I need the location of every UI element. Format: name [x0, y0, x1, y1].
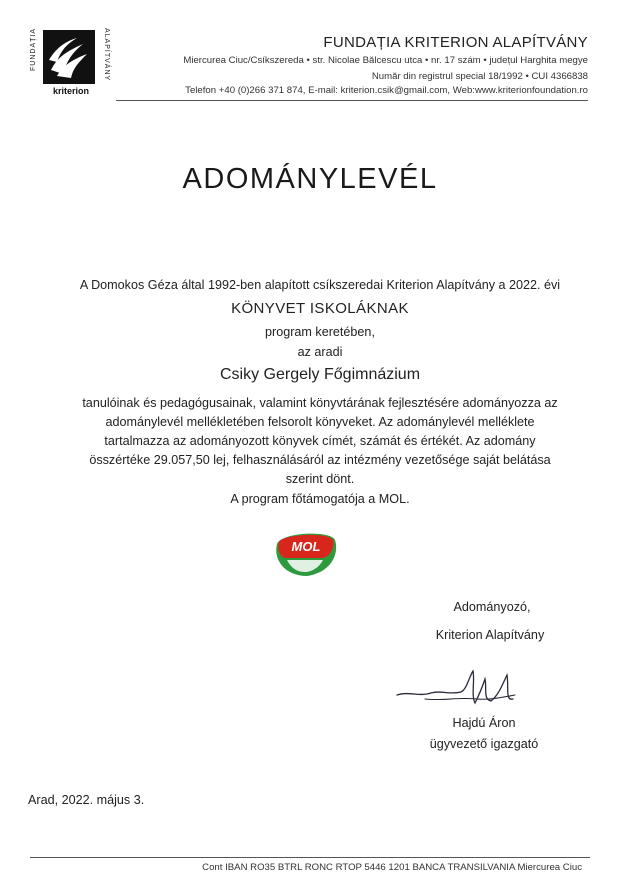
logo-wordmark: kriterion	[52, 86, 89, 96]
organization-contact: Telefon +40 (0)266 371 874, E-mail: kriterion.csik@gmail.com, Web:www.kriterionfoundation.ro	[185, 85, 588, 96]
organization-registry: Număr din registrul special 18/1992 • CUI 4366838	[371, 71, 588, 82]
handwritten-signature	[395, 665, 525, 713]
program-frame-text: program keretében,	[265, 325, 375, 339]
organization-name: FUNDAȚIA KRITERION ALAPÍTVÁNY	[323, 34, 588, 51]
recipient-lead-text: az aradi	[297, 345, 343, 359]
body-line: szerint dönt.	[285, 472, 355, 486]
donor-label: Adományozó,	[453, 600, 531, 614]
document-title: ADOMÁNYLEVÉL	[182, 163, 438, 195]
signer-name: Hajdú Áron	[452, 716, 516, 730]
footer-bank-account: Cont IBAN RO35 BTRL RONC RTOP 5446 1201 BANCA TRANSILVANIA Miercurea Ciuc	[202, 862, 582, 873]
logo-side-text-left: FUNDAȚIA	[30, 28, 37, 71]
organization-address: Miercurea Ciuc/Csíkszereda • str. Nicolae Bălcescu utca • nr. 17 szám • județul Harghita megye	[183, 55, 588, 66]
recipient-name: Csiky Gergely Főgimnázium	[219, 366, 421, 383]
mol-logo-icon	[273, 526, 339, 578]
body-line: összértéke 29.057,50 lej, felhasználásáról az intézmény vezetősége saját belátása	[89, 453, 551, 467]
body-line: adománylevél mellékletében felsorolt könyveket. Az adománylevél melléklete	[105, 415, 535, 429]
body-line: tanulóinak és pedagógusainak, valamint könyvtárának fejlesztésére adományozza az	[82, 396, 558, 410]
footer-divider	[30, 857, 590, 858]
kriterion-emblem-icon	[43, 30, 95, 84]
donor-organization: Kriterion Alapítvány	[435, 628, 545, 642]
logo-side-text-right: ALAPÍTVÁNY	[103, 28, 110, 82]
header-divider	[116, 100, 588, 101]
intro-text: A Domokos Géza által 1992-ben alapított csíkszeredai Kriterion Alapítvány a 2022. évi	[79, 278, 561, 292]
kriterion-logo	[30, 26, 110, 100]
program-name: KÖNYVET ISKOLÁKNAK	[231, 300, 409, 317]
body-line: tartalmazza az adományozott könyvek címét, számát és értékét. Az adomány	[104, 434, 536, 448]
sponsor-note: A program főtámogatója a MOL.	[230, 492, 410, 506]
signer-role: ügyvezető igazgató	[429, 737, 539, 751]
place-and-date: Arad, 2022. május 3.	[28, 793, 145, 807]
svg-text:MOL: MOL	[291, 539, 321, 554]
